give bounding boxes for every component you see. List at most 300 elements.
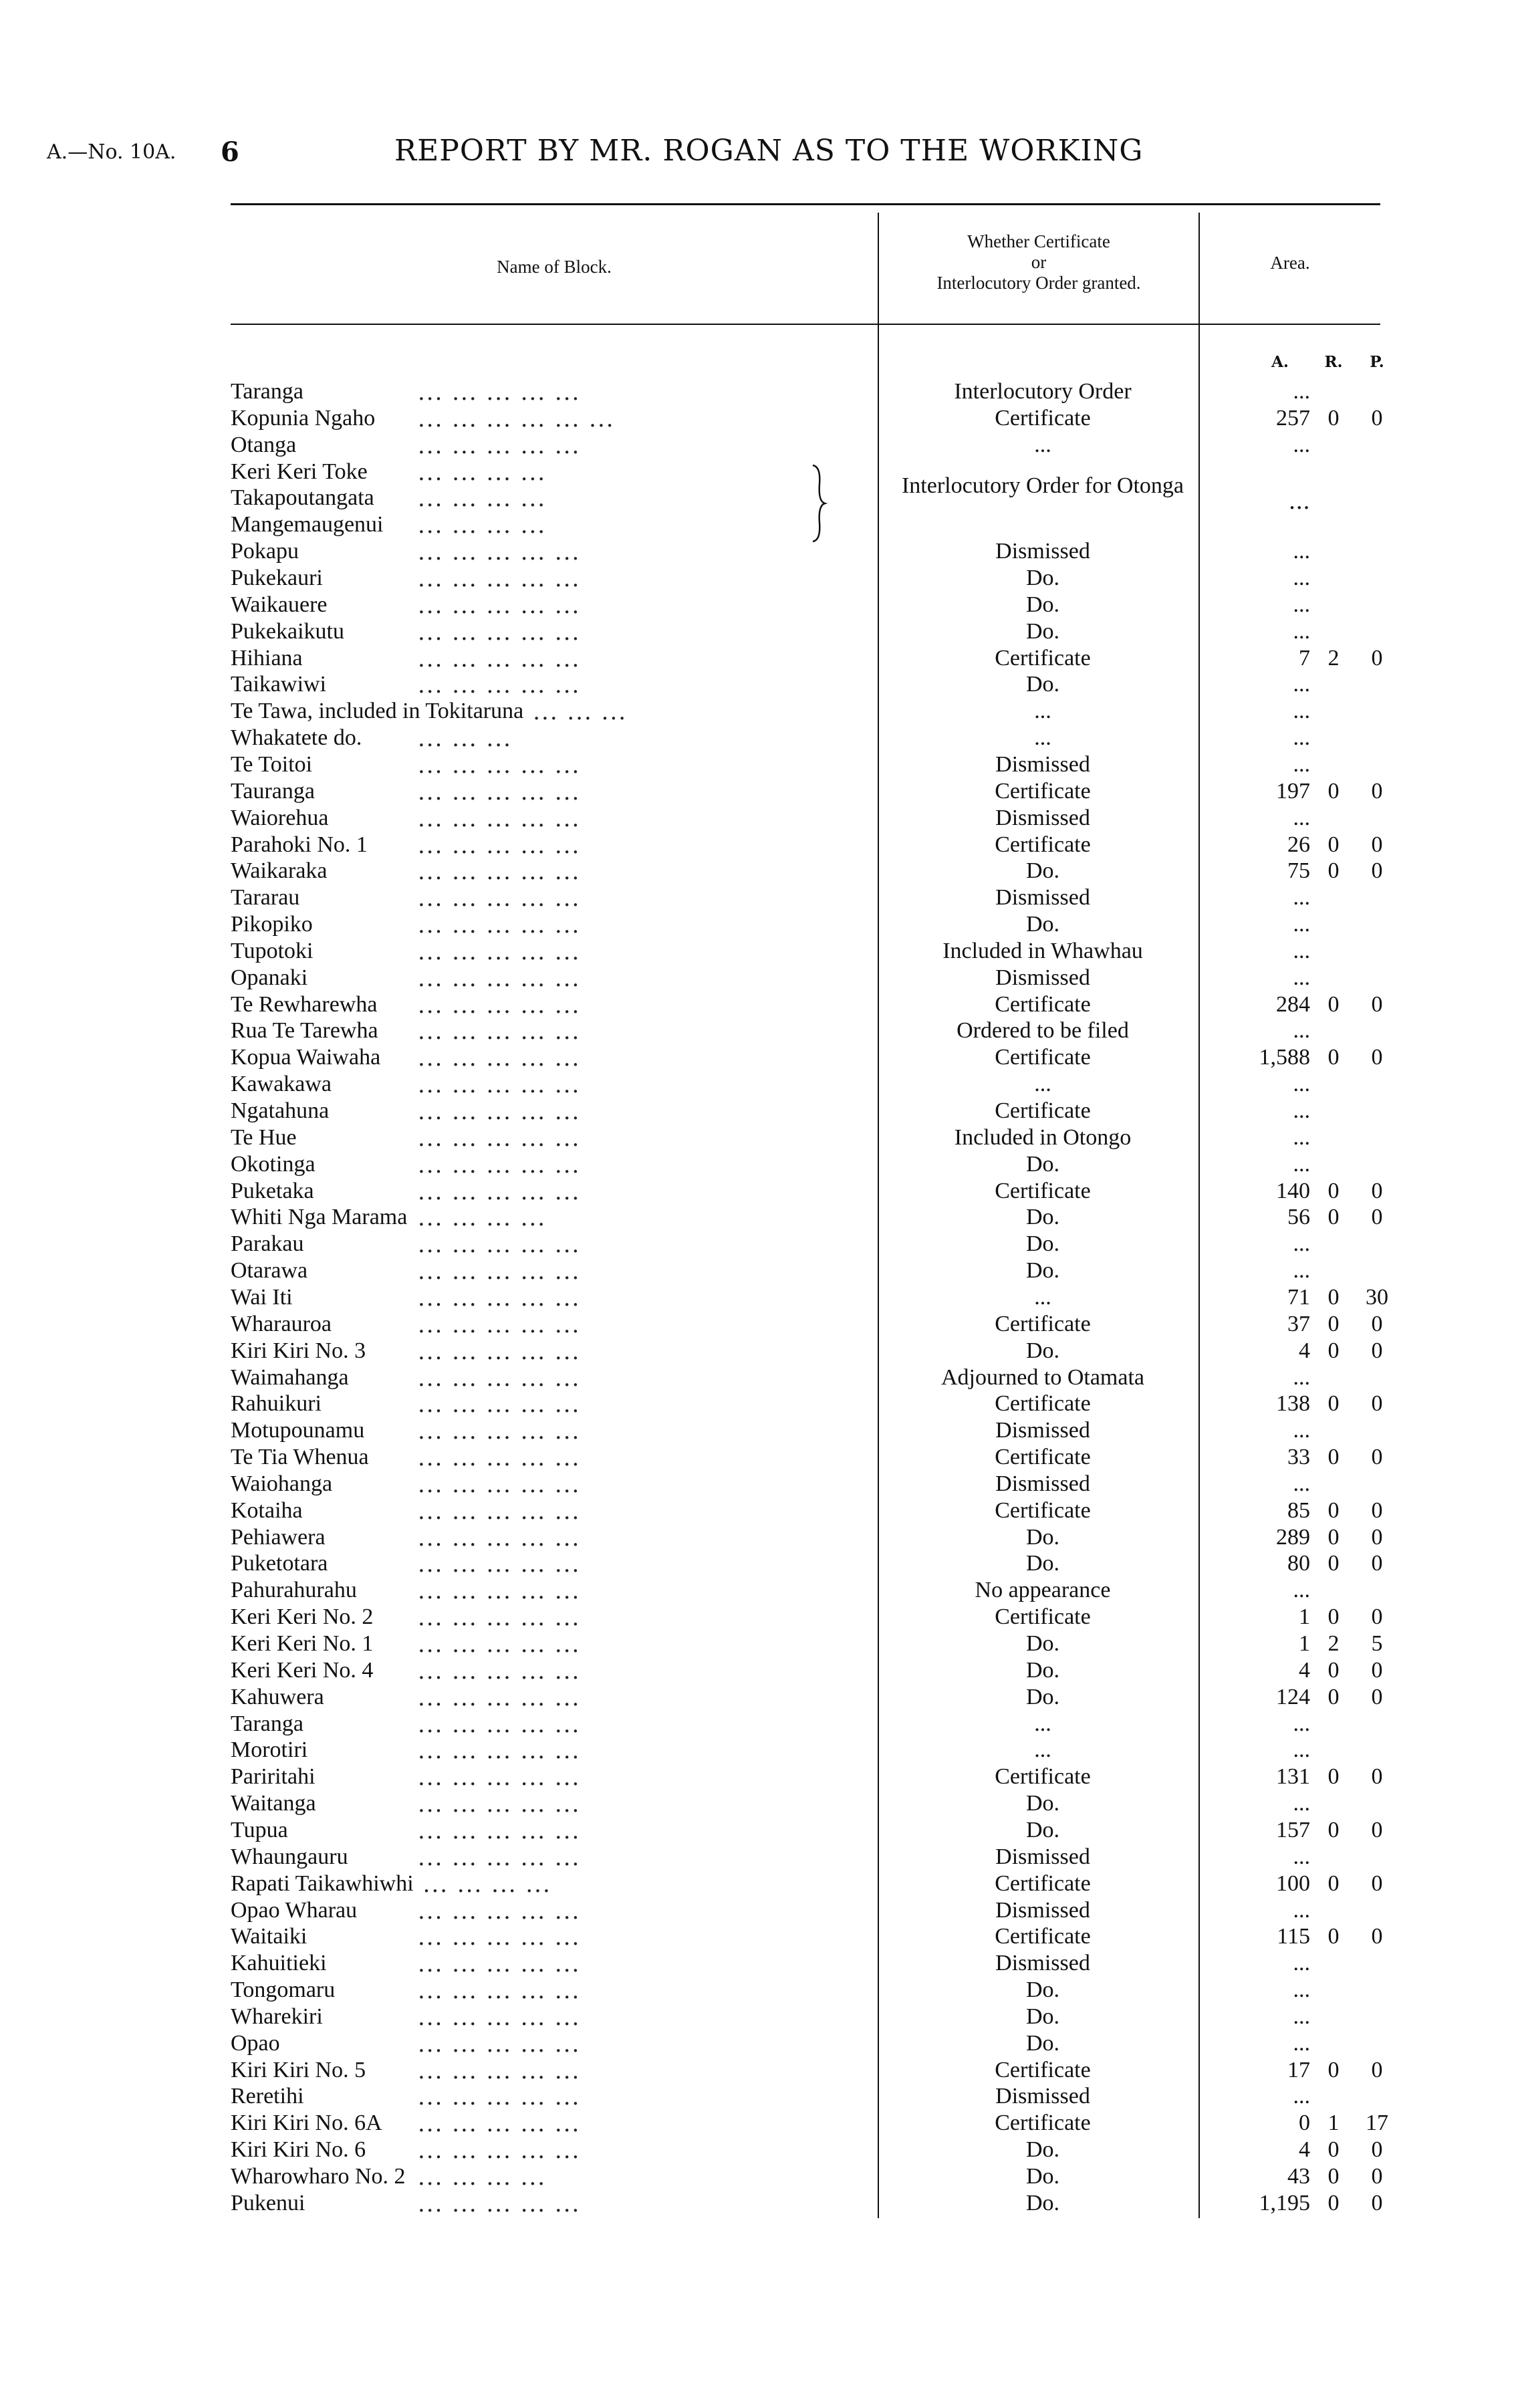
- dot-leader: ... ... ... ... ...: [418, 1018, 581, 1046]
- dot-leader: ... ... ... ... ...: [418, 1471, 581, 1498]
- block-name: Te Tia Whenua: [231, 1445, 369, 1469]
- area-acres: ...: [1293, 751, 1310, 777]
- certificate-status: ...: [1034, 1072, 1051, 1097]
- certificate-status: Certificate: [995, 1045, 1091, 1070]
- table-row: [0, 858, 1516, 885]
- certificate-status: Dismissed: [995, 1471, 1090, 1496]
- block-name: Pukenui: [231, 2190, 305, 2215]
- block-name: Kiri Kiri No. 6: [231, 2137, 366, 2163]
- certificate-status: Do.: [1025, 1524, 1060, 1550]
- merged-certificate-cell: Interlocutory Order for Otonga: [901, 473, 1184, 498]
- certificate-status: Dismissed: [995, 1418, 1090, 1443]
- block-name: Morotiri: [231, 1737, 308, 1763]
- area-acres: 1,195: [1259, 2190, 1310, 2215]
- area-perches: 0: [1371, 1311, 1383, 1336]
- block-name: Keri Keri No. 4: [231, 1657, 374, 1683]
- certificate-status: Do.: [1025, 1657, 1060, 1683]
- table-row: [0, 566, 1516, 592]
- block-name: Pokapu: [231, 539, 299, 564]
- dot-leader: ... ... ... ... ...: [418, 912, 581, 939]
- area-roods: 0: [1328, 1604, 1340, 1630]
- certificate-status: Do.: [1025, 566, 1060, 590]
- area-perches: 0: [1371, 1924, 1383, 1949]
- table-row: [0, 2084, 1516, 2111]
- unit-roods: R.: [1324, 353, 1343, 371]
- table-row: [0, 1258, 1516, 1285]
- block-name: Otanga: [231, 432, 297, 457]
- certificate-status: Certificate: [995, 1497, 1091, 1523]
- certificate-status: Dismissed: [995, 2084, 1090, 2109]
- certificate-status: Dismissed: [995, 885, 1090, 911]
- table-row: [0, 752, 1516, 779]
- block-name: Tupua: [231, 1817, 288, 1842]
- block-name: Wharekiri: [231, 2004, 323, 2029]
- dot-leader: ... ... ... ... ...: [418, 2111, 581, 2138]
- block-name: Motupounamu: [231, 1418, 365, 1443]
- dot-leader: ... ... ... ... ...: [418, 2190, 581, 2217]
- certificate-status: Do.: [1025, 2164, 1060, 2189]
- table-row: [0, 592, 1516, 619]
- column-header-cert-line2: or: [1031, 252, 1047, 272]
- certificate-status: Do.: [1025, 672, 1060, 697]
- dot-leader: ... ... ... ... ...: [418, 1524, 581, 1552]
- table-row: [0, 1072, 1516, 1098]
- dot-leader: ... ... ... ... ...: [418, 2004, 581, 2031]
- certificate-status: Do.: [1025, 1258, 1060, 1283]
- header-bottom-rule: [231, 324, 1380, 325]
- table-row: [0, 1685, 1516, 1711]
- area-acres: 197: [1276, 778, 1310, 804]
- table-row: [0, 1125, 1516, 1152]
- area-perches: 30: [1366, 1284, 1388, 1310]
- dot-leader: ... ... ... ... ...: [418, 778, 581, 806]
- area-acres: ...: [1293, 1098, 1310, 1123]
- block-name: Kotaiha: [231, 1497, 303, 1523]
- area-perches: 0: [1371, 1178, 1383, 1203]
- dot-leader: ... ... ... ... ...: [418, 672, 581, 699]
- block-name: Opao: [231, 2030, 280, 2056]
- area-acres: ...: [1293, 432, 1310, 457]
- area-acres: ...: [1293, 1578, 1310, 1603]
- table-row: [0, 1471, 1516, 1498]
- block-name: Pahurahurahu: [231, 1578, 357, 1603]
- area-roods: 0: [1328, 1524, 1340, 1550]
- block-name: Takapoutangata: [231, 485, 374, 511]
- table-row: [0, 779, 1516, 806]
- certificate-status: Do.: [1025, 1817, 1060, 1842]
- certificate-status: Do.: [1025, 1551, 1060, 1576]
- certificate-status: Do.: [1025, 1631, 1060, 1656]
- area-acres: 56: [1287, 1205, 1310, 1230]
- certificate-status: Included in Whawhau: [942, 938, 1143, 963]
- certificate-status: Do.: [1025, 1791, 1060, 1816]
- table-row: [0, 2111, 1516, 2137]
- dot-leader: ... ... ... ...: [418, 459, 547, 486]
- certificate-status: Dismissed: [995, 1951, 1090, 1976]
- block-name: Tupotoki: [231, 938, 313, 963]
- table-row: [0, 672, 1516, 699]
- table-row: [0, 965, 1516, 992]
- area-roods: 0: [1328, 1045, 1340, 1070]
- area-acres: 4: [1299, 2137, 1310, 2163]
- area-perches: 0: [1371, 1497, 1383, 1523]
- dot-leader: ... ... ... ... ...: [418, 1124, 581, 1152]
- certificate-status: Certificate: [995, 1178, 1091, 1203]
- dot-leader: ... ... ... ... ...: [418, 1391, 581, 1419]
- block-name: Pukekauri: [231, 566, 323, 590]
- block-name: Kopunia Ngaho: [231, 405, 376, 431]
- table-row: [0, 885, 1516, 912]
- table-row: [0, 619, 1516, 646]
- area-roods: 0: [1328, 1338, 1340, 1363]
- table-row: [0, 1205, 1516, 1231]
- area-acres: ...: [1293, 1364, 1310, 1390]
- table-row: [0, 912, 1516, 939]
- area-perches: 0: [1371, 1871, 1383, 1896]
- area-acres: ...: [1293, 379, 1310, 404]
- block-name: Keri Keri Toke: [231, 459, 368, 484]
- dot-leader: ... ... ...: [418, 725, 512, 753]
- area-acres: ...: [1293, 1791, 1310, 1816]
- block-name: Kiri Kiri No. 3: [231, 1338, 366, 1363]
- area-acres: ...: [1293, 805, 1310, 830]
- area-perches: 0: [1371, 778, 1383, 804]
- block-name: Reretihi: [231, 2084, 304, 2109]
- dot-leader: ... ... ... ... ...: [418, 1764, 581, 1792]
- table-row: [0, 1312, 1516, 1338]
- dot-leader: ... ... ... ... ...: [418, 1977, 581, 2004]
- area-perches: 0: [1371, 1551, 1383, 1576]
- dot-leader: ... ... ... ... ...: [418, 1178, 581, 1205]
- table-row: [0, 1737, 1516, 1764]
- dot-leader: ... ... ... ... ...: [418, 1151, 581, 1179]
- block-name: Whiti Nga Marama: [231, 1205, 408, 1230]
- column-header-area-text: Area.: [1270, 253, 1310, 273]
- area-acres: 284: [1276, 991, 1310, 1017]
- block-name: Te Tawa, included in Tokitaruna: [231, 699, 524, 724]
- area-roods: 0: [1328, 1178, 1340, 1203]
- certificate-status: Included in Otongo: [954, 1124, 1132, 1150]
- column-header-name-text: Name of Block.: [497, 257, 612, 277]
- table-row: [0, 1711, 1516, 1738]
- table-row: [0, 2191, 1516, 2217]
- table-row: [0, 1098, 1516, 1125]
- table-row: [0, 1658, 1516, 1685]
- certificate-status: No appearance: [975, 1578, 1111, 1603]
- table-row: [0, 2137, 1516, 2164]
- document-reference: A.—No. 10A.: [47, 140, 176, 164]
- dot-leader: ... ... ... ... ...: [418, 432, 581, 459]
- area-acres: 140: [1276, 1178, 1310, 1203]
- block-name: Ngatahuna: [231, 1098, 330, 1123]
- area-acres: 138: [1276, 1391, 1310, 1417]
- block-name: Tongomaru: [231, 1977, 336, 2002]
- certificate-status: Certificate: [995, 832, 1091, 857]
- table-row: [0, 2058, 1516, 2084]
- area-perches: 0: [1371, 2137, 1383, 2163]
- area-roods: 0: [1328, 1657, 1340, 1683]
- certificate-status: Certificate: [995, 778, 1091, 804]
- block-name: Hihiana: [231, 645, 303, 671]
- block-name: Wai Iti: [231, 1284, 293, 1310]
- area-roods: 0: [1328, 1551, 1340, 1576]
- dot-leader: ... ... ... ... ...: [418, 1311, 581, 1338]
- block-name: Rapati Taikawhiwhi: [231, 1871, 414, 1896]
- area-acres: ...: [1293, 1897, 1310, 1923]
- block-name: Whaungauru: [231, 1844, 348, 1869]
- table-row: [0, 1871, 1516, 1898]
- certificate-status: Ordered to be filed: [957, 1018, 1129, 1044]
- certificate-status: Certificate: [995, 1098, 1091, 1123]
- area-roods: 0: [1328, 1445, 1340, 1469]
- column-header-area: [1200, 253, 1380, 273]
- area-acres: ...: [1293, 1418, 1310, 1443]
- block-name: Kiri Kiri No. 5: [231, 2057, 366, 2082]
- area-perches: 0: [1371, 2164, 1383, 2189]
- column-header-name: [231, 257, 878, 277]
- area-acres: ...: [1293, 2030, 1310, 2056]
- area-acres: ...: [1293, 1951, 1310, 1976]
- area-acres: 43: [1287, 2164, 1310, 2189]
- table-row: [0, 699, 1516, 725]
- certificate-status: Do.: [1025, 1977, 1060, 2002]
- block-name: Pariritahi: [231, 1764, 315, 1790]
- area-perches: 0: [1371, 1045, 1383, 1070]
- dot-leader: ... ... ... ... ...: [418, 1418, 581, 1445]
- area-acres: ...: [1293, 1018, 1310, 1044]
- certificate-status: Do.: [1025, 2030, 1060, 2056]
- dot-leader: ... ... ... ... ...: [418, 1684, 581, 1711]
- certificate-status: Dismissed: [995, 1897, 1090, 1923]
- block-name: Pukekaikutu: [231, 618, 344, 644]
- area-acres: 7: [1299, 645, 1310, 671]
- table-row: [0, 646, 1516, 673]
- area-acres: 1: [1299, 1604, 1310, 1630]
- dot-leader: ... ... ... ... ...: [418, 566, 581, 592]
- area-acres: 80: [1287, 1551, 1310, 1576]
- dot-leader: ... ... ... ... ...: [418, 1844, 581, 1871]
- table-row: [0, 992, 1516, 1019]
- area-acres: ...: [1293, 2004, 1310, 2029]
- area-roods: 0: [1328, 405, 1340, 431]
- dot-leader: ... ... ... ... ...: [418, 832, 581, 859]
- certificate-status: Certificate: [995, 2057, 1091, 2082]
- column-header-cert-line3: Interlocutory Order granted.: [936, 273, 1141, 293]
- area-acres: ...: [1293, 699, 1310, 724]
- dot-leader: ... ... ... ... ...: [418, 1924, 581, 1951]
- certificate-status: Certificate: [995, 1445, 1091, 1469]
- area-acres: ...: [1293, 885, 1310, 911]
- certificate-status: Certificate: [995, 1924, 1091, 1949]
- area-perches: 0: [1371, 2190, 1383, 2215]
- area-perches: 0: [1371, 1817, 1383, 1842]
- area-acres: ...: [1293, 566, 1310, 590]
- unit-acres: A.: [1271, 353, 1289, 371]
- table-row: [0, 806, 1516, 832]
- dot-leader: ... ... ... ...: [418, 485, 547, 513]
- block-name: Taranga: [231, 379, 303, 404]
- dot-leader: ... ... ... ... ...: [418, 805, 581, 832]
- area-acres: 0: [1299, 2111, 1310, 2136]
- certificate-status: Do.: [1025, 858, 1060, 884]
- block-name: Tararau: [231, 885, 300, 911]
- dot-leader: ... ... ... ... ...: [418, 1445, 581, 1471]
- area-acres: 115: [1277, 1924, 1310, 1949]
- block-name: Waitaiki: [231, 1924, 307, 1949]
- certificate-status: ...: [1034, 1737, 1051, 1763]
- area-acres: ...: [1293, 1072, 1310, 1097]
- area-acres: ...: [1293, 2084, 1310, 2109]
- certificate-status: ...: [1034, 699, 1051, 724]
- table-row: [0, 2164, 1516, 2191]
- table-row: [0, 1525, 1516, 1552]
- table-row: [0, 1791, 1516, 1818]
- block-name: Mangemaugenui: [231, 512, 384, 537]
- certificate-status: Do.: [1025, 912, 1060, 937]
- table-row: [0, 1152, 1516, 1179]
- certificate-status: Dismissed: [995, 1844, 1090, 1869]
- area-acres: ...: [1293, 912, 1310, 937]
- table-top-rule: [231, 203, 1380, 205]
- area-acres: ...: [1293, 1711, 1310, 1736]
- table-row: [0, 2031, 1516, 2058]
- area-acres: 17: [1287, 2057, 1310, 2082]
- area-perches: 0: [1371, 1657, 1383, 1683]
- area-acres: 37: [1287, 1311, 1310, 1336]
- area-perches: 0: [1371, 1205, 1383, 1230]
- table-row: [0, 459, 1516, 486]
- certificate-status: Do.: [1025, 1338, 1060, 1363]
- dot-leader: ... ... ... ... ...: [418, 938, 581, 965]
- certificate-status: Dismissed: [995, 539, 1090, 564]
- dot-leader: ... ... ... ... ...: [418, 1951, 581, 1978]
- block-name: Waimahanga: [231, 1364, 349, 1390]
- block-name: Otarawa: [231, 1258, 308, 1283]
- area-acres: 26: [1287, 832, 1310, 857]
- dot-leader: ... ... ... ...: [418, 512, 547, 539]
- block-name: Waiorehua: [231, 805, 329, 830]
- dot-leader: ... ... ... ... ...: [418, 2030, 581, 2058]
- dot-leader: ... ... ... ... ...: [418, 1231, 581, 1259]
- dot-leader: ... ... ... ... ...: [418, 379, 581, 406]
- area-perches: 0: [1371, 1684, 1383, 1709]
- table-row: [0, 539, 1516, 566]
- dot-leader: ... ... ... ... ...: [418, 1631, 581, 1658]
- area-perches: 0: [1371, 1445, 1383, 1469]
- certificate-status: Do.: [1025, 2137, 1060, 2163]
- page-title: REPORT BY MR. ROGAN AS TO THE WORKING: [394, 134, 1144, 168]
- table-row: [0, 1578, 1516, 1604]
- area-acres: 33: [1287, 1445, 1310, 1469]
- area-roods: 0: [1328, 2164, 1340, 2189]
- dot-leader: ... ... ... ... ...: [418, 1737, 581, 1765]
- area-roods: 0: [1328, 2057, 1340, 2082]
- table-row: [0, 1631, 1516, 1658]
- certificate-status: Certificate: [995, 405, 1091, 431]
- dot-leader: ... ... ... ...: [418, 2164, 547, 2191]
- block-name: Waiohanga: [231, 1471, 333, 1496]
- area-roods: 0: [1328, 1391, 1340, 1417]
- table-row: [0, 1231, 1516, 1258]
- block-name: Opao Wharau: [231, 1897, 358, 1923]
- table-row: [0, 1045, 1516, 1072]
- certificate-status: Adjourned to Otamata: [940, 1364, 1145, 1390]
- table-row: [0, 1179, 1516, 1205]
- block-name: Whakatete do.: [231, 725, 362, 751]
- area-acres: ...: [1293, 1231, 1310, 1257]
- dot-leader: ... ... ... ... ...: [418, 539, 581, 566]
- dot-leader: ... ... ... ... ...: [418, 1364, 581, 1392]
- certificate-status: Interlocutory Order: [954, 379, 1132, 404]
- area-acres: 75: [1287, 858, 1310, 884]
- area-acres: ...: [1293, 938, 1310, 963]
- certificate-status: ...: [1034, 1711, 1051, 1736]
- table-row: [0, 832, 1516, 859]
- area-acres: 131: [1276, 1764, 1310, 1790]
- table-row: [0, 1418, 1516, 1445]
- area-acres: ...: [1293, 539, 1310, 564]
- area-perches: 0: [1371, 858, 1383, 884]
- area-perches: 0: [1371, 645, 1383, 671]
- dot-leader: ... ... ... ... ... ...: [418, 405, 615, 433]
- table-row: [0, 1391, 1516, 1418]
- area-perches: 5: [1371, 1631, 1383, 1656]
- dot-leader: ... ... ... ... ...: [418, 1604, 581, 1632]
- table-row: [0, 1551, 1516, 1578]
- certificate-status: Dismissed: [995, 965, 1090, 990]
- block-name: Wharauroa: [231, 1311, 332, 1336]
- area-perches: 0: [1371, 991, 1383, 1017]
- certificate-status: Certificate: [995, 1311, 1091, 1336]
- area-acres: ...: [1293, 965, 1310, 990]
- area-acres: 157: [1276, 1817, 1310, 1842]
- dot-leader: ... ... ... ... ...: [418, 1657, 581, 1685]
- table-row: [0, 1818, 1516, 1844]
- area-acres: ...: [1293, 1258, 1310, 1283]
- dot-leader: ... ... ... ... ...: [418, 645, 581, 673]
- table-row: [0, 1018, 1516, 1045]
- block-name: Kiri Kiri No. 6A: [231, 2111, 382, 2136]
- table-row: [0, 1604, 1516, 1631]
- block-name: Te Rewharewha: [231, 991, 378, 1017]
- certificate-status: Certificate: [995, 1871, 1091, 1896]
- block-name: Waikauere: [231, 592, 328, 617]
- area-perches: 0: [1371, 1524, 1383, 1550]
- dot-leader: ... ... ... ... ...: [418, 1791, 581, 1818]
- certificate-status: Certificate: [995, 1391, 1091, 1417]
- certificate-status: Do.: [1025, 2004, 1060, 2029]
- block-name: Taikawiwi: [231, 672, 327, 697]
- area-acres: ...: [1293, 1124, 1310, 1150]
- block-name: Keri Keri No. 1: [231, 1631, 374, 1656]
- certificate-status: ...: [1034, 432, 1051, 457]
- certificate-status: Certificate: [995, 991, 1091, 1017]
- area-acres: 100: [1276, 1871, 1310, 1896]
- block-name: Kahuwera: [231, 1684, 324, 1709]
- area-acres: 4: [1299, 1657, 1310, 1683]
- block-name: Waikaraka: [231, 858, 328, 884]
- block-name: Okotinga: [231, 1151, 315, 1177]
- block-name: Kawakawa: [231, 1072, 332, 1097]
- unit-perches: P.: [1370, 353, 1384, 371]
- certificate-status: Dismissed: [995, 805, 1090, 830]
- dot-leader: ... ... ... ... ...: [418, 1072, 581, 1099]
- table-row: [0, 2004, 1516, 2031]
- table-row: [0, 1445, 1516, 1471]
- area-roods: 2: [1328, 1631, 1340, 1656]
- area-acres: ...: [1293, 1737, 1310, 1763]
- area-roods: 0: [1328, 858, 1340, 884]
